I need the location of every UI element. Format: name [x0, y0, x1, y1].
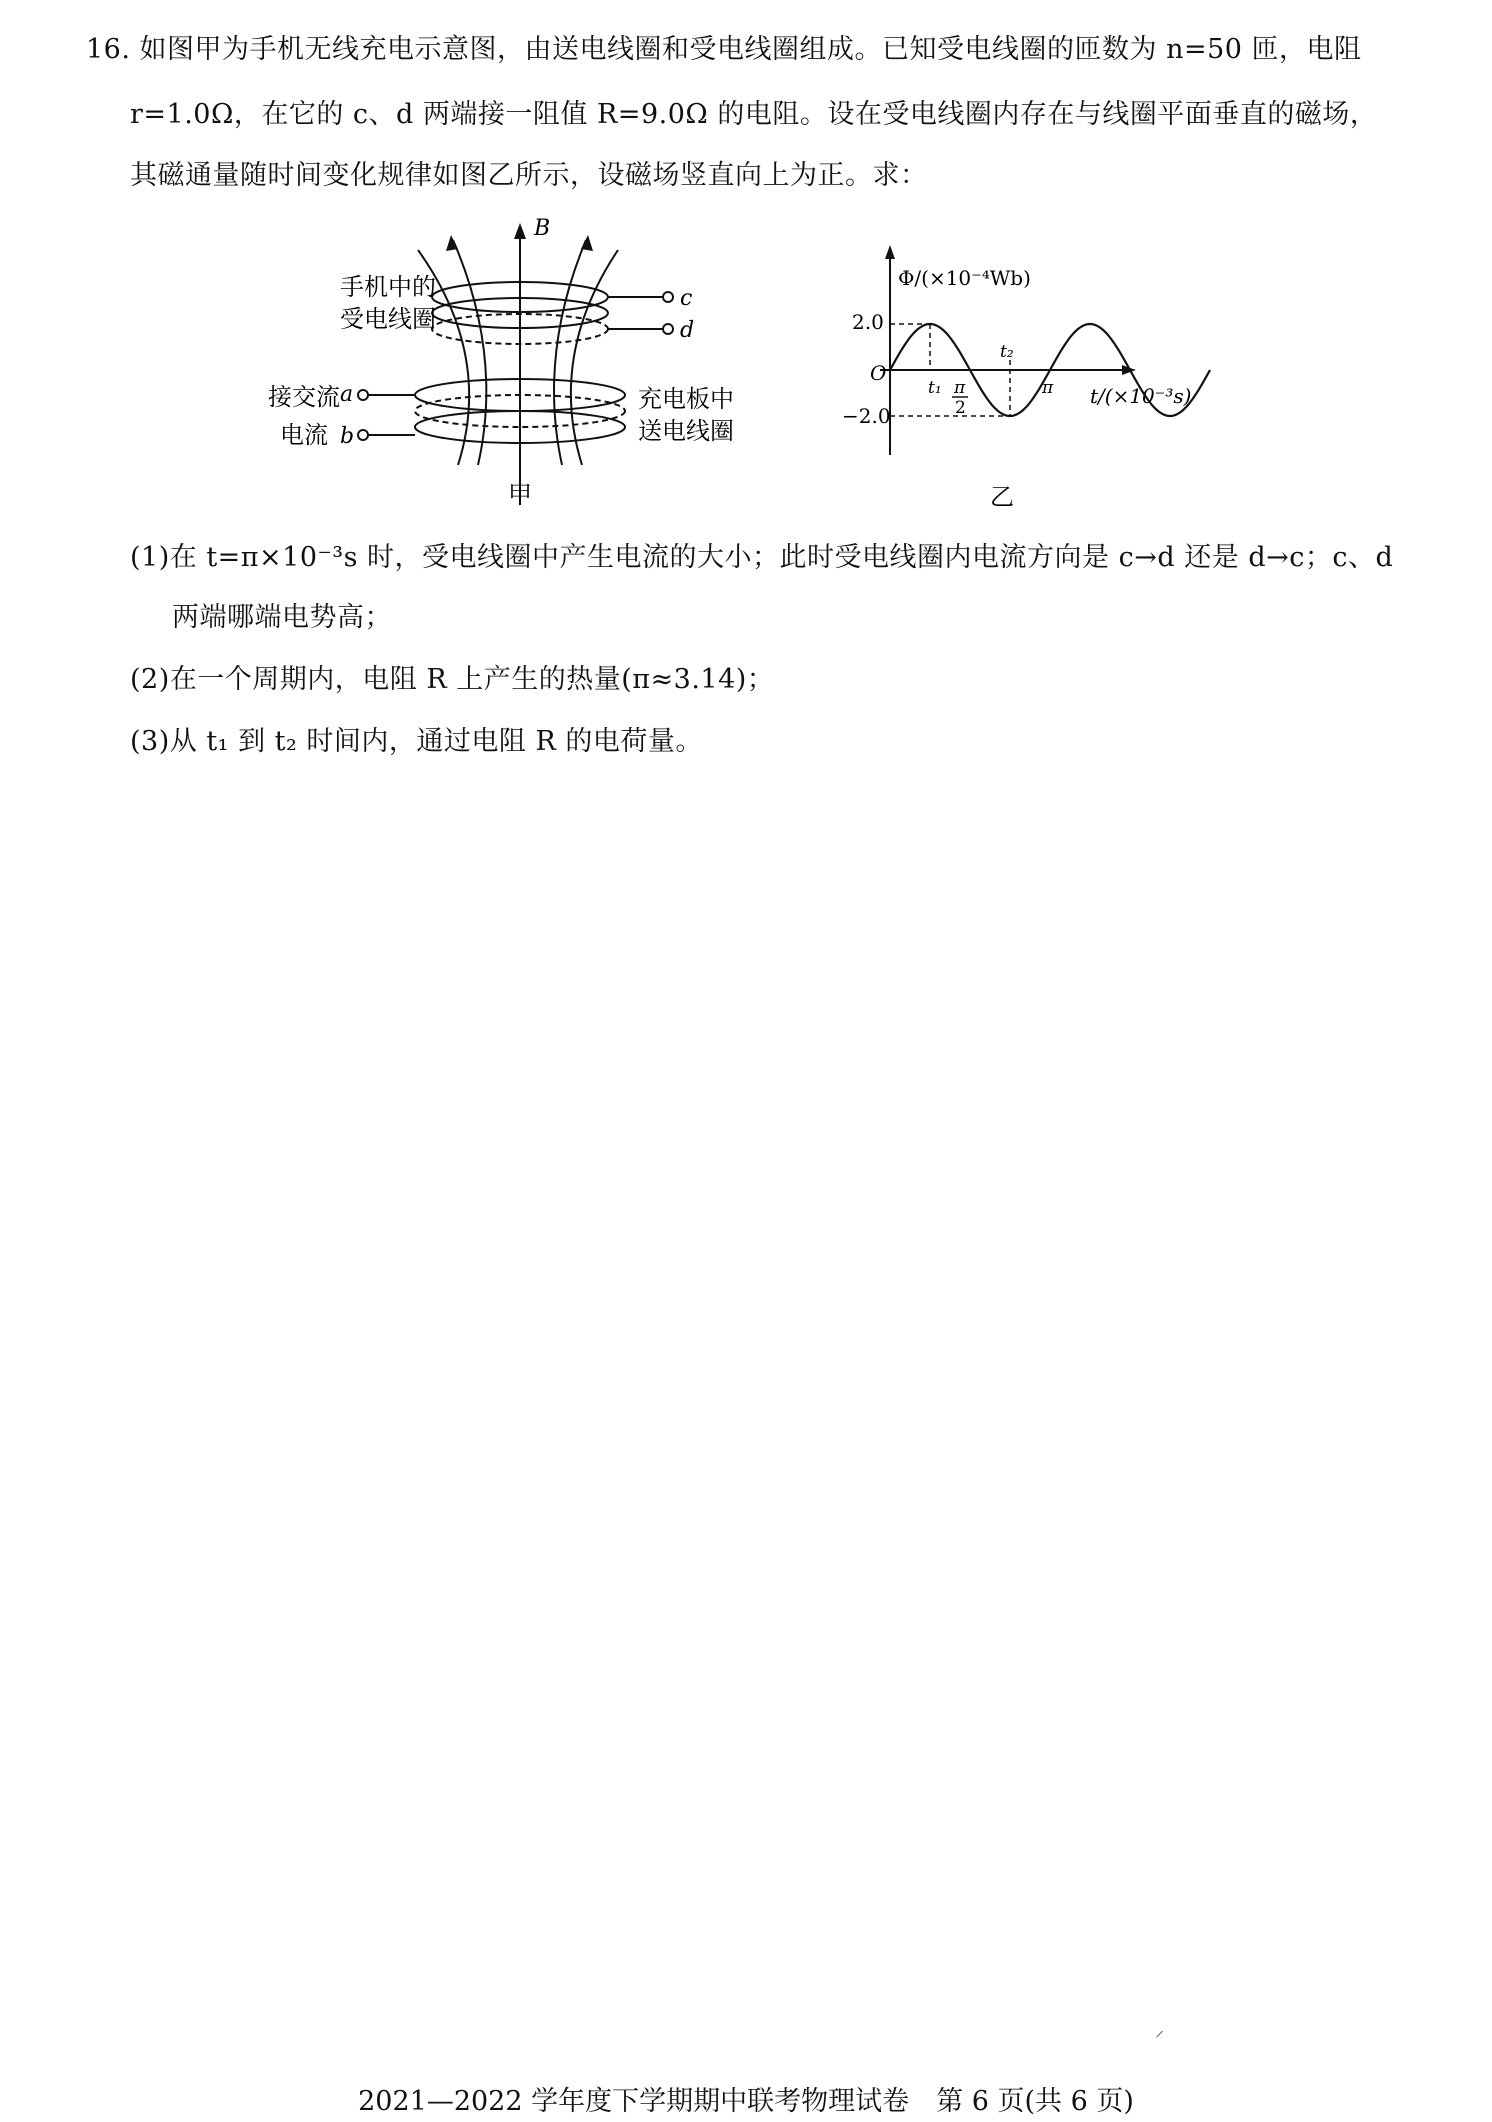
field-line-left-1	[453, 240, 486, 465]
sub-question-1-line-1: (1)在 t=π×10⁻³s 时，受电线圈中产生电流的大小；此时受电线圈内电流方向是 c→d 还是 d→c；c、d	[130, 542, 1394, 573]
y-axis-label: Φ/(×10⁻⁴Wb)	[898, 266, 1031, 290]
scan-speck: ⸝	[1155, 2020, 1164, 2041]
terminal-c-label: c	[680, 286, 693, 311]
figure-yi-caption: 乙	[990, 483, 1014, 511]
field-line-right-1	[554, 240, 586, 465]
t2-label: t₂	[1000, 342, 1014, 362]
ac-current-label-1: 接交流	[268, 383, 340, 411]
ac-current-label-2: 电流	[280, 421, 328, 449]
y-tick-positive: 2.0	[852, 310, 884, 334]
pi-half-numerator: π	[954, 378, 966, 398]
sub-question-2: (2)在一个周期内，电阻 R 上产生的热量(π≈3.14)；	[130, 664, 775, 695]
origin-label: O	[870, 361, 887, 385]
field-line-right-2	[571, 250, 618, 465]
b-field-label: B	[534, 216, 551, 241]
question-line-3: 其磁通量随时间变化规律如图乙所示，设磁场竖直向上为正。求：	[130, 160, 928, 191]
terminal-a-label: a	[340, 382, 354, 407]
board-coil-label-2: 送电线圈	[638, 417, 734, 445]
phone-coil-label-1: 手机中的	[340, 273, 436, 301]
figure-jia-coil-diagram	[268, 215, 778, 515]
question-line-1: 16. 如图甲为手机无线充电示意图，由送电线圈和受电线圈组成。已知受电线圈的匝数为 n=50 匝，电阻	[86, 34, 1362, 65]
y-axis-arrow	[885, 245, 895, 259]
pi-half-denominator: 2	[955, 398, 966, 418]
sub-question-1-line-2: 两端哪端电势高；	[172, 602, 392, 633]
x-axis-label: t/(×10⁻³s)	[1090, 384, 1192, 408]
figure-jia-caption: 甲	[508, 481, 532, 509]
terminal-b-label: b	[340, 424, 355, 449]
board-coil-label-1: 充电板中	[638, 385, 734, 413]
t1-label: t₁	[928, 378, 942, 398]
y-tick-negative: −2.0	[842, 404, 891, 428]
page-footer: 2021—2022 学年度下学期期中联考物理试卷 第 6 页(共 6 页)	[358, 2086, 1134, 2117]
pi-label: π	[1042, 378, 1054, 398]
figure-yi-flux-chart	[820, 215, 1220, 515]
sub-question-3: (3)从 t₁ 到 t₂ 时间内，通过电阻 R 的电荷量。	[130, 726, 703, 757]
terminal-d-label: d	[680, 318, 695, 343]
phone-coil-label-2: 受电线圈	[340, 305, 436, 333]
question-line-2: r=1.0Ω，在它的 c、d 两端接一阻值 R=9.0Ω 的电阻。设在受电线圈内存在与线圈平面垂直的磁场，	[130, 99, 1378, 130]
